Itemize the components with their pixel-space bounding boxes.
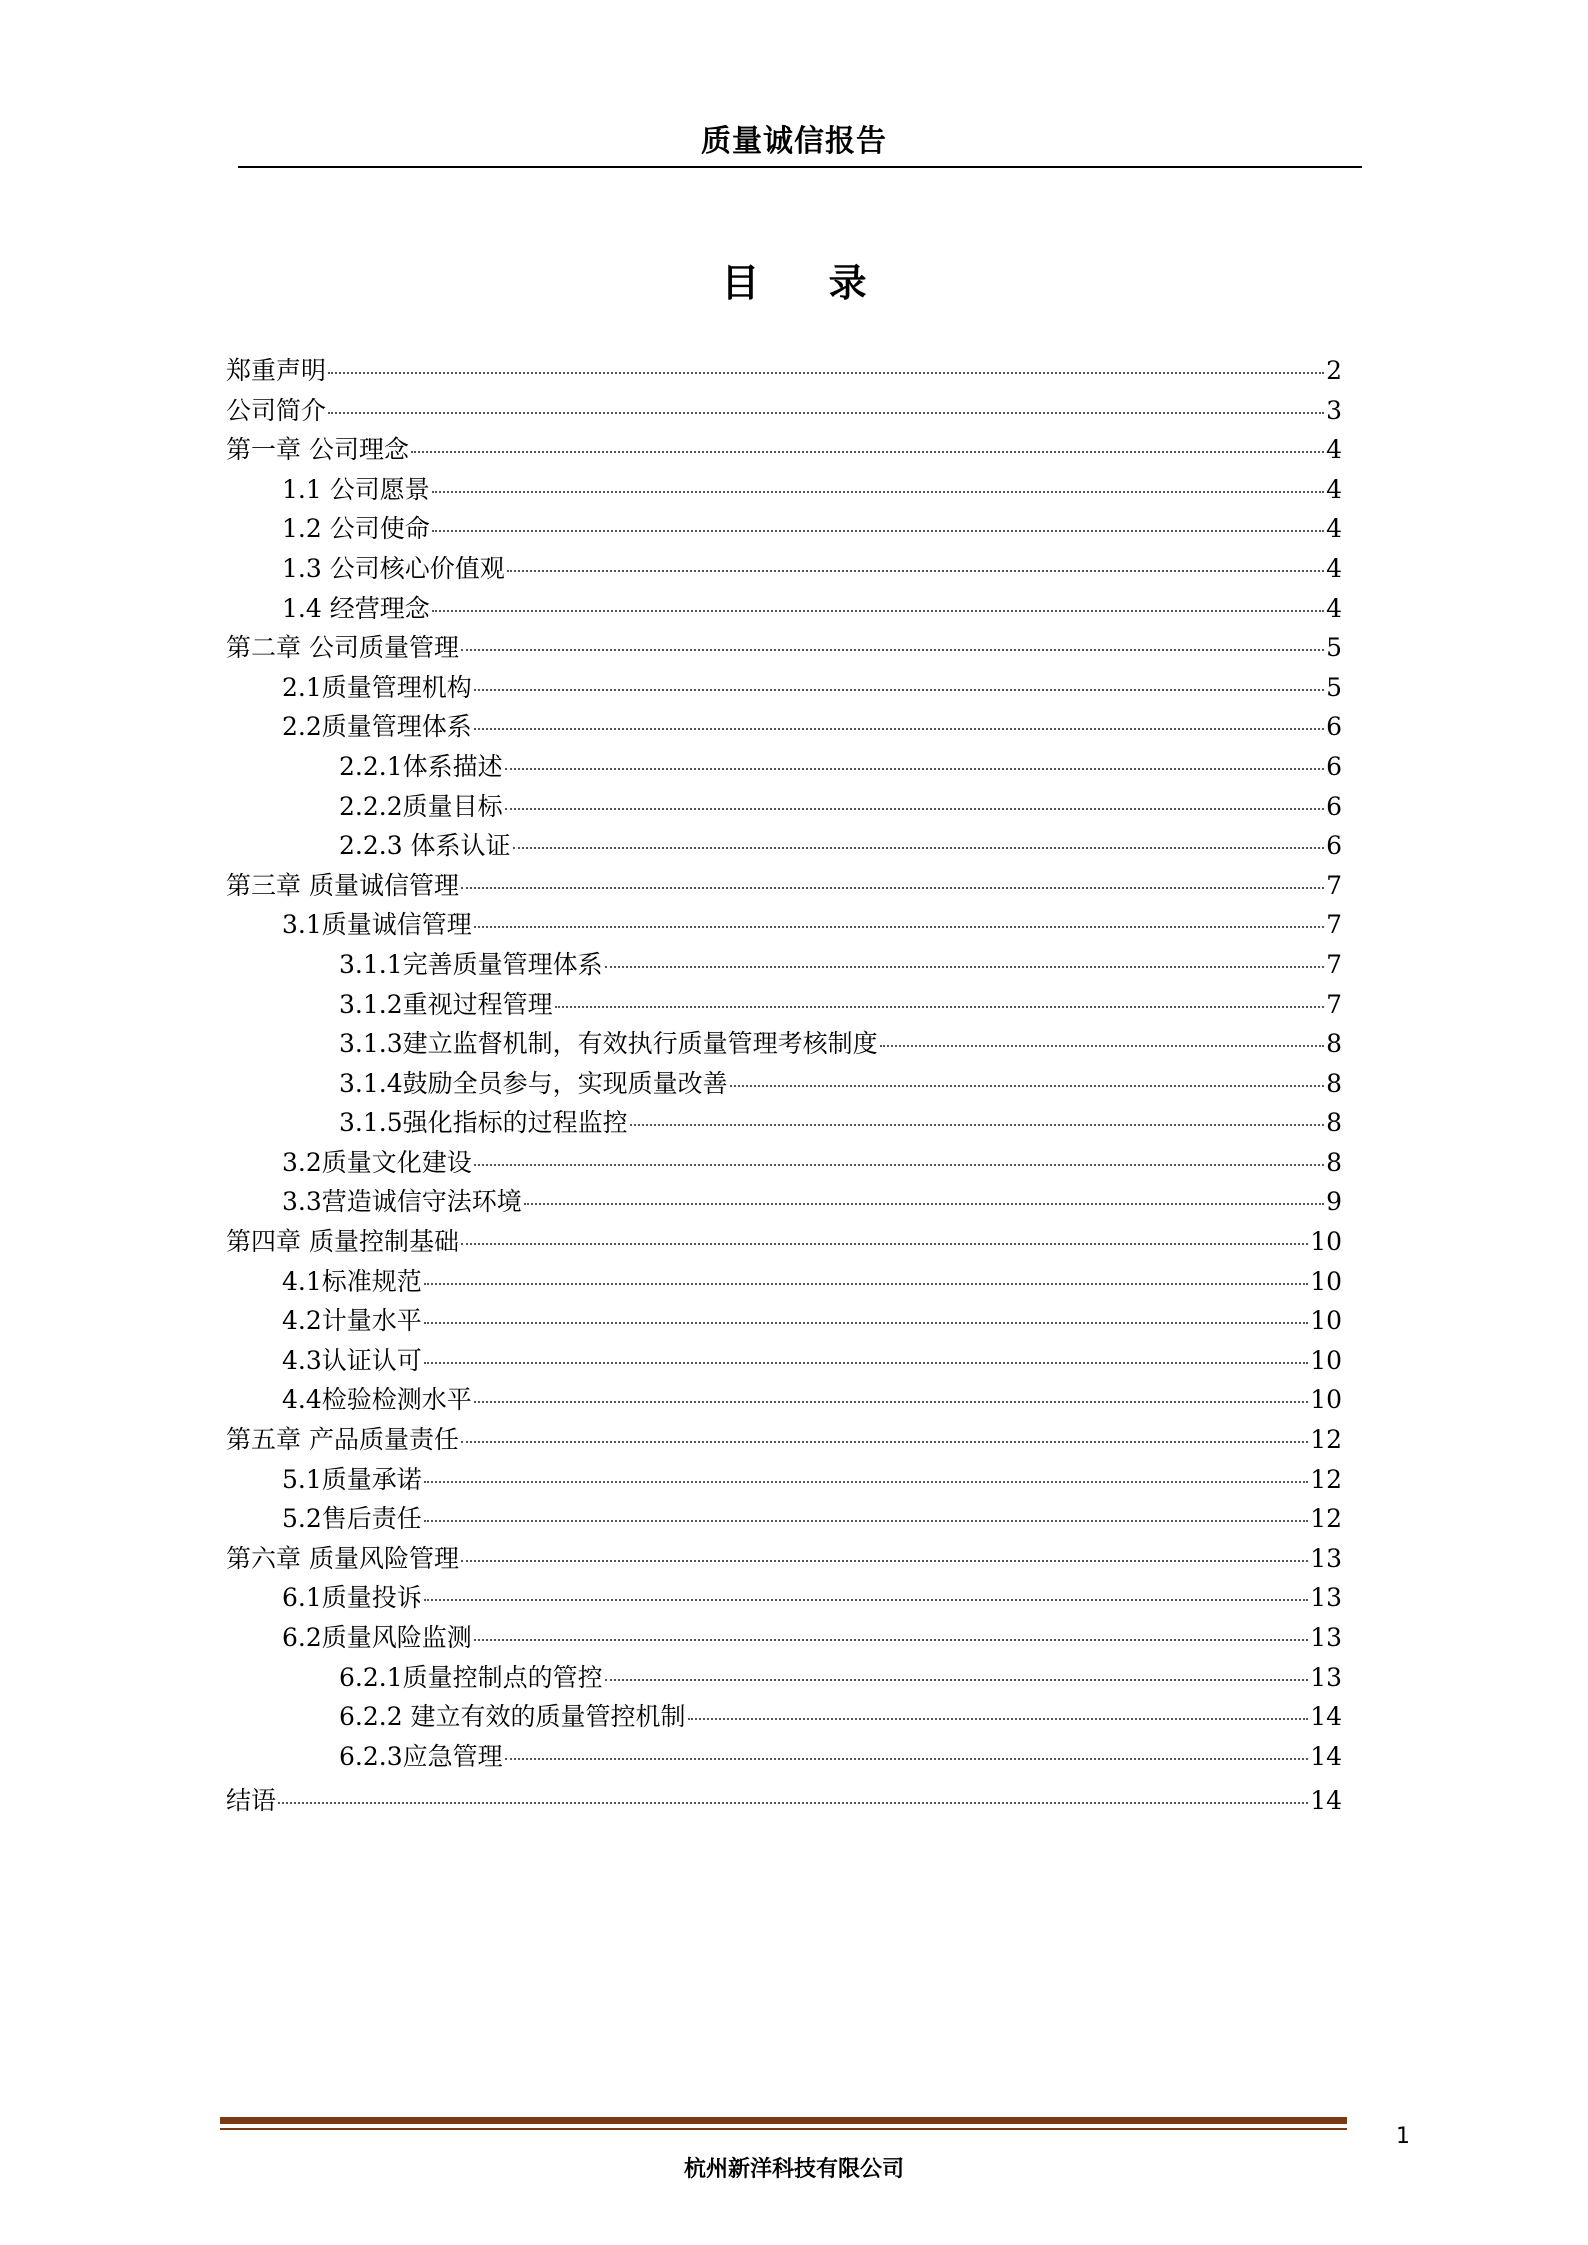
toc-dot-leader — [432, 491, 1324, 493]
toc-entry[interactable] — [226, 628, 1342, 668]
toc-dot-leader — [424, 1599, 1308, 1601]
toc-entry-page: 13 — [1310, 1623, 1342, 1652]
toc-entry-page: 6 — [1326, 751, 1342, 781]
toc-entry[interactable] — [226, 351, 1342, 391]
toc-entry[interactable] — [226, 905, 1342, 945]
toc-dot-leader — [424, 1481, 1308, 1483]
toc-entry-page: 3 — [1326, 395, 1342, 425]
footer-company-name: 杭州新洋科技有限公司 — [683, 2157, 904, 2182]
toc-entry-page: 7 — [1326, 870, 1342, 900]
toc-entry-page: 8 — [1326, 1147, 1342, 1177]
toc-entry[interactable] — [226, 470, 1342, 510]
toc-entry-page: 13 — [1310, 1543, 1342, 1573]
toc-entry[interactable] — [226, 549, 1342, 589]
toc-entry-page: 10 — [1310, 1345, 1342, 1375]
toc-dot-leader — [432, 530, 1324, 532]
toc-dot-leader — [328, 372, 1324, 374]
toc-entry-page: 4 — [1326, 593, 1342, 623]
toc-entry[interactable] — [226, 1301, 1342, 1341]
toc-entry-label: 第二章 公司质量管理 — [226, 633, 459, 663]
toc-entry-page: 6 — [1326, 712, 1342, 742]
toc-entry[interactable] — [226, 787, 1342, 827]
toc-entry-label: 3.3营造诚信守法环境 — [282, 1187, 522, 1217]
toc-entry-label: 结语 — [226, 1786, 277, 1816]
toc-dot-leader — [461, 887, 1324, 889]
toc-entry[interactable] — [226, 1460, 1342, 1500]
toc-entry-label: 第五章 产品质量责任 — [226, 1425, 459, 1455]
toc-dot-leader — [474, 1401, 1308, 1403]
toc-dot-leader — [278, 1802, 1308, 1804]
toc-dot-leader — [630, 1124, 1324, 1126]
toc-entry-label: 第六章 质量风险管理 — [226, 1543, 459, 1573]
toc-entry-label: 3.1.3建立监督机制，有效执行质量管理考核制度 — [339, 1029, 878, 1059]
toc-entry[interactable] — [226, 1341, 1342, 1381]
toc-entry-label: 第三章 质量诚信管理 — [226, 870, 459, 900]
toc-dot-leader — [505, 1758, 1309, 1760]
toc-dot-leader — [555, 1006, 1324, 1008]
toc-dot-leader — [505, 768, 1324, 770]
toc-entry-page: 10 — [1310, 1385, 1342, 1415]
footer-divider-thin — [220, 2128, 1347, 2130]
toc-entry-page: 8 — [1326, 1108, 1342, 1138]
toc-entry-label: 2.2质量管理体系 — [282, 712, 472, 742]
toc-entry[interactable] — [226, 1658, 1342, 1698]
toc-heading: 目 录 — [721, 261, 895, 305]
toc-entry[interactable] — [226, 707, 1342, 747]
toc-entry-label: 3.1.1完善质量管理体系 — [339, 949, 603, 979]
toc-dot-leader — [411, 451, 1324, 453]
toc-entry-label: 1.1 公司愿景 — [282, 474, 430, 504]
toc-entry-label: 4.2计量水平 — [282, 1306, 422, 1336]
toc-entry-label: 6.2.1质量控制点的管控 — [339, 1662, 603, 1692]
toc-entry-label: 3.1.5强化指标的过程监控 — [339, 1108, 628, 1138]
toc-dot-leader — [474, 1164, 1324, 1166]
toc-entry-label: 6.2.3应急管理 — [339, 1741, 503, 1771]
toc-entry[interactable] — [226, 1737, 1342, 1777]
toc-entry-page: 12 — [1310, 1504, 1342, 1534]
toc-entry-label: 公司简介 — [226, 395, 327, 425]
toc-entry-label: 6.1质量投诉 — [282, 1583, 422, 1613]
toc-dot-leader — [605, 966, 1324, 968]
toc-entry-page: 2 — [1326, 356, 1342, 385]
toc-entry-page: 9 — [1326, 1187, 1342, 1217]
toc-entry[interactable] — [226, 1420, 1342, 1460]
toc-entry[interactable] — [226, 430, 1342, 470]
toc-entry[interactable] — [226, 1539, 1342, 1579]
toc-dot-leader — [605, 1679, 1309, 1681]
toc-entry-label: 6.2.2 建立有效的质量管控机制 — [339, 1702, 686, 1732]
toc-entry[interactable] — [226, 1143, 1342, 1183]
toc-dot-leader — [688, 1718, 1309, 1720]
toc-entry-page: 4 — [1326, 474, 1342, 504]
toc-dot-leader — [424, 1520, 1308, 1522]
toc-dot-leader — [461, 649, 1324, 651]
toc-entry-page: 10 — [1310, 1227, 1342, 1257]
toc-dot-leader — [524, 1203, 1324, 1205]
toc-entry-page: 14 — [1310, 1741, 1342, 1771]
toc-entry-page: 7 — [1326, 949, 1342, 979]
toc-entry[interactable] — [226, 509, 1342, 549]
toc-entry[interactable] — [226, 1024, 1342, 1064]
toc-entry-label: 2.2.2质量目标 — [339, 791, 503, 821]
toc-entry[interactable] — [226, 1262, 1342, 1302]
table-of-contents — [226, 351, 1342, 1821]
toc-entry-label: 4.3认证认可 — [282, 1345, 422, 1375]
toc-entry[interactable] — [226, 1380, 1342, 1420]
toc-entry-page: 8 — [1326, 1068, 1342, 1098]
toc-entry-label: 5.2售后责任 — [282, 1504, 422, 1534]
footer-divider-thick — [220, 2117, 1347, 2124]
toc-entry-page: 8 — [1326, 1029, 1342, 1059]
toc-entry[interactable] — [226, 945, 1342, 985]
toc-entry[interactable] — [226, 589, 1342, 629]
toc-entry[interactable] — [226, 1064, 1342, 1104]
toc-entry-label: 1.3 公司核心价值观 — [282, 553, 505, 583]
toc-entry-label: 3.2质量文化建设 — [282, 1147, 472, 1177]
toc-entry-label: 3.1.4鼓励全员参与，实现质量改善 — [339, 1068, 728, 1098]
toc-entry[interactable] — [226, 985, 1342, 1025]
toc-entry-label: 第一章 公司理念 — [226, 435, 409, 465]
toc-dot-leader — [424, 1283, 1308, 1285]
toc-entry-page: 13 — [1310, 1583, 1342, 1613]
toc-entry-label: 4.4检验检测水平 — [282, 1385, 472, 1415]
toc-entry[interactable] — [226, 391, 1342, 431]
toc-dot-leader — [474, 1639, 1308, 1641]
toc-entry[interactable] — [226, 1103, 1342, 1143]
page-header-title: 质量诚信报告 — [701, 124, 887, 159]
toc-entry-page: 5 — [1326, 633, 1342, 663]
toc-dot-leader — [507, 570, 1324, 572]
toc-entry[interactable] — [226, 1222, 1342, 1262]
toc-entry-page: 12 — [1310, 1464, 1342, 1494]
toc-entry-label: 2.2.3 体系认证 — [339, 831, 511, 861]
toc-dot-leader — [328, 412, 1324, 414]
toc-entry-label: 3.1质量诚信管理 — [282, 910, 472, 940]
toc-entry[interactable] — [226, 1697, 1342, 1737]
toc-entry-label: 第四章 质量控制基础 — [226, 1227, 459, 1257]
toc-dot-leader — [474, 689, 1324, 691]
toc-entry-label: 3.1.2重视过程管理 — [339, 989, 553, 1019]
toc-entry-page: 5 — [1326, 672, 1342, 702]
toc-dot-leader — [461, 1441, 1308, 1443]
toc-dot-leader — [424, 1322, 1308, 1324]
toc-entry-page: 4 — [1326, 435, 1342, 465]
toc-dot-leader — [880, 1045, 1324, 1047]
toc-entry[interactable] — [226, 1499, 1342, 1539]
toc-dot-leader — [730, 1085, 1324, 1087]
toc-entry-label: 1.2 公司使命 — [282, 514, 430, 544]
toc-dot-leader — [505, 808, 1324, 810]
toc-dot-leader — [513, 847, 1325, 849]
toc-entry-page: 4 — [1326, 514, 1342, 544]
toc-entry-page: 14 — [1310, 1702, 1342, 1732]
toc-entry[interactable] — [226, 866, 1342, 906]
toc-entry-page: 7 — [1326, 989, 1342, 1019]
toc-entry-page: 6 — [1326, 831, 1342, 861]
toc-dot-leader — [474, 926, 1324, 928]
toc-entry[interactable] — [226, 1618, 1342, 1658]
toc-entry-page: 12 — [1310, 1425, 1342, 1455]
toc-dot-leader — [461, 1560, 1308, 1562]
toc-entry-label: 5.1质量承诺 — [282, 1464, 422, 1494]
toc-entry[interactable] — [226, 1578, 1342, 1618]
toc-dot-leader — [474, 728, 1324, 730]
toc-entry-label: 4.1标准规范 — [282, 1266, 422, 1296]
toc-entry[interactable] — [226, 747, 1342, 787]
toc-entry-page: 10 — [1310, 1306, 1342, 1336]
toc-entry-label: 2.1质量管理机构 — [282, 672, 472, 702]
page-number: 1 — [1396, 2124, 1410, 2149]
toc-entry-page: 13 — [1310, 1662, 1342, 1692]
header-divider — [238, 166, 1362, 168]
toc-entry[interactable] — [226, 1182, 1342, 1222]
toc-entry-page: 14 — [1310, 1786, 1342, 1816]
toc-entry[interactable] — [226, 668, 1342, 708]
toc-dot-leader — [424, 1362, 1308, 1364]
toc-entry-page: 10 — [1310, 1266, 1342, 1296]
toc-entry-label: 1.4 经营理念 — [282, 593, 430, 623]
toc-entry-label: 6.2质量风险监测 — [282, 1623, 472, 1652]
toc-dot-leader — [432, 610, 1324, 612]
toc-dot-leader — [461, 1243, 1308, 1245]
toc-entry-label: 郑重声明 — [226, 356, 327, 385]
toc-entry[interactable] — [226, 1781, 1342, 1821]
toc-entry-page: 6 — [1326, 791, 1342, 821]
toc-entry-page: 4 — [1326, 553, 1342, 583]
toc-entry-page: 7 — [1326, 910, 1342, 940]
toc-entry-label: 2.2.1体系描述 — [339, 751, 503, 781]
toc-entry[interactable] — [226, 826, 1342, 866]
